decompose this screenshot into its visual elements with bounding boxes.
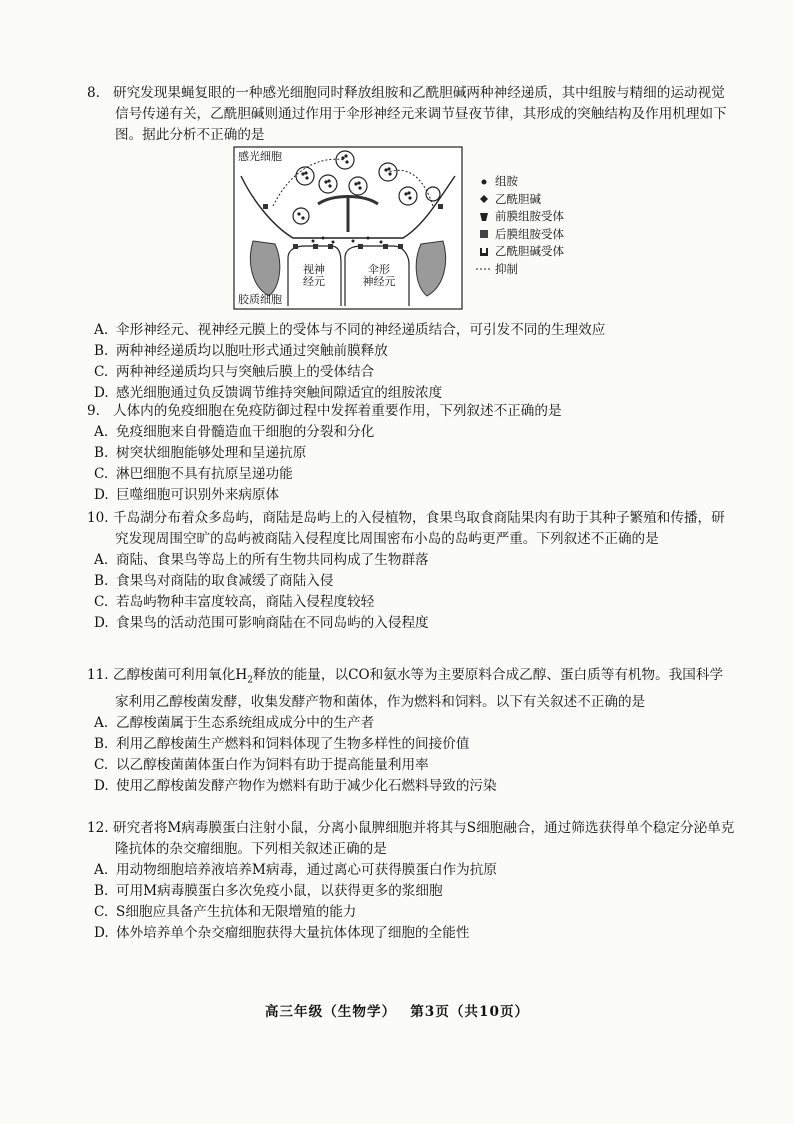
option-text: 乙醇梭菌属于生态系统组成成分中的生产者 <box>116 714 375 731</box>
question-text: 乙醇梭菌可利用氧化H <box>113 667 248 683</box>
ach-receptor-icon <box>475 247 493 257</box>
question-stem <box>0 401 794 422</box>
question-text: 人体内的免疫细胞在免疫防御过程中发挥着重要作用，下列叙述不正确的是 <box>113 403 562 419</box>
option-c <box>0 755 794 776</box>
option-label: B. <box>94 883 109 899</box>
option-text: 两种神经递质均只与突触后膜上的受体结合 <box>116 364 375 380</box>
question-12 <box>0 818 794 944</box>
option-text: 可用M病毒膜蛋白多次免疫小鼠，以获得更多的浆细胞 <box>116 883 443 899</box>
option-label: C. <box>94 466 109 482</box>
small-diamond-icon <box>475 195 493 203</box>
legend-item <box>475 191 564 209</box>
option-d <box>0 923 794 944</box>
option-label: B. <box>94 573 109 589</box>
legend-item <box>475 208 564 226</box>
option-b <box>0 571 794 592</box>
question-number: 8. <box>87 85 100 101</box>
option-label: B. <box>94 343 109 359</box>
option-text: 食果鸟对商陆的取食减缓了商陆入侵 <box>116 573 334 589</box>
question-stem <box>0 665 794 713</box>
option-text: 两种神经递质均以胞吐形式通过突触前膜释放 <box>116 343 388 359</box>
glia-label: 胶质细胞 <box>238 293 282 306</box>
legend-label: 后膜组胺受体 <box>495 226 564 241</box>
option-label: D. <box>94 925 109 941</box>
postsynaptic-receptor-icon <box>475 229 493 239</box>
option-text: 淋巴细胞不具有抗原呈递功能 <box>116 466 293 482</box>
option-b <box>0 443 794 464</box>
option-a <box>0 550 794 571</box>
option-text: 伞形神经元、视神经元膜上的受体与不同的神经递质结合，可引发不同的生理效应 <box>116 322 606 338</box>
legend-item <box>475 243 564 261</box>
legend-label: 抑制 <box>495 261 518 276</box>
option-text: 若岛屿物种丰富度较高，商陆入侵程度较轻 <box>116 594 375 610</box>
footer-grade: 高三年级（生物学） <box>264 1004 397 1020</box>
dotted-line-icon <box>475 266 493 272</box>
question-number: 9. <box>87 403 100 419</box>
question-text: 研究者将M病毒膜蛋白注射小鼠，分离小鼠脾细胞并将其与S细胞融合，通过筛选获得单个稳定分泌单克隆抗体的杂交瘤细胞。下列相关叙述正确的是 <box>113 820 735 857</box>
legend-item <box>475 261 564 279</box>
photoreceptor-label: 感光细胞 <box>238 150 282 163</box>
option-text: 食果鸟的活动范围可影响商陆在不同岛屿的入侵程度 <box>116 615 429 631</box>
question-11 <box>0 665 794 797</box>
option-label: A. <box>94 552 109 568</box>
option-c <box>0 592 794 613</box>
question-8 <box>0 83 794 146</box>
dot-icon <box>475 178 493 186</box>
option-label: B. <box>94 735 109 752</box>
legend-item <box>475 226 564 244</box>
option-c <box>0 902 794 923</box>
option-d <box>0 485 794 506</box>
option-c <box>0 362 794 383</box>
presynaptic-receptor-icon <box>475 212 493 222</box>
question-8-options <box>0 320 794 404</box>
option-a <box>0 320 794 341</box>
page-footer <box>0 1000 794 1020</box>
legend-item <box>475 173 564 191</box>
option-b <box>0 881 794 902</box>
question-10 <box>0 508 794 634</box>
question-9 <box>0 401 794 506</box>
option-label: C. <box>94 594 109 610</box>
option-d <box>0 613 794 634</box>
option-label: B. <box>94 445 109 461</box>
question-number: 11. <box>87 667 109 683</box>
option-text: 感光细胞通过负反馈调节维持突触间隙适宜的组胺浓度 <box>116 385 443 401</box>
legend-label: 乙酰胆碱受体 <box>495 244 564 258</box>
option-text: 免疫细胞来自骨髓造血干细胞的分裂和分化 <box>116 424 375 440</box>
question-number: 12. <box>87 820 109 836</box>
option-b <box>0 734 794 755</box>
option-label: A. <box>94 714 109 731</box>
option-text: 体外培养单个杂交瘤细胞获得大量抗体体现了细胞的全能性 <box>116 925 470 941</box>
synapse-diagram <box>233 146 463 310</box>
option-b <box>0 341 794 362</box>
footer-page-number: 第3页（共10页） <box>410 1004 530 1020</box>
question-text: 研究发现果蝇复眼的一种感光细胞同时释放组胺和乙酰胆碱两种神经递质，其中组胺与精细的运动视觉信号传递有关，乙酰胆碱则通过作用于伞形神经元来调节昼夜节律，其形成的突触结构及作用机理如下图。据此分析不正确的是 <box>113 85 727 143</box>
option-label: C. <box>94 364 109 380</box>
option-label: D. <box>94 615 109 631</box>
legend-label: 组胺 <box>495 174 518 188</box>
option-text: 以乙醇梭菌菌体蛋白作为饲料有助于提高能量利用率 <box>116 756 429 773</box>
question-text: 千岛湖分布着众多岛屿，商陆是岛屿上的入侵植物，食果鸟取食商陆果肉有助于其种子繁殖和传播，研究发现周围空旷的岛屿被商陆入侵程度比周围密布小岛的岛屿更严重。下列叙述不正确的是 <box>113 510 725 547</box>
legend-label: 前膜组胺受体 <box>495 209 564 223</box>
question-stem <box>0 83 794 146</box>
umbrella-neuron-label: 伞形 神经元 <box>362 263 396 288</box>
legend-label: 乙酰胆碱 <box>495 191 541 206</box>
option-d <box>0 776 794 797</box>
question-number: 10. <box>87 510 109 526</box>
diagram-legend <box>475 173 564 278</box>
option-text: 利用乙醇梭菌生产燃料和饲料体现了生物多样性的间接价值 <box>116 735 470 752</box>
option-label: A. <box>94 862 109 878</box>
option-label: D. <box>94 385 109 401</box>
option-text: 用动物细胞培养液培养M病毒，通过离心可获得膜蛋白作为抗原 <box>116 862 497 878</box>
question-stem <box>0 508 794 550</box>
option-label: D. <box>94 777 109 794</box>
option-text: 商陆、食果鸟等岛上的所有生物共同构成了生物群落 <box>116 552 429 568</box>
option-text: 使用乙醇梭菌发酵产物作为燃料有助于减少化石燃料导致的污染 <box>116 777 497 794</box>
option-text: 巨噬细胞可识别外来病原体 <box>116 487 280 503</box>
option-a <box>0 860 794 881</box>
option-c <box>0 464 794 485</box>
optic-neuron-label: 视神 经元 <box>303 263 325 288</box>
option-a <box>0 713 794 734</box>
option-text: 树突状细胞能够处理和呈递抗原 <box>116 445 307 461</box>
option-text: S细胞应具备产生抗体和无限增殖的能力 <box>116 904 357 920</box>
option-label: A. <box>94 424 109 440</box>
option-a <box>0 422 794 443</box>
subscript: 2 <box>247 675 253 686</box>
question-text-cont: 释放的能量，以CO和氨水等为主要原料合成乙醇、蛋白质等有机物。我国科学家利用乙醇梭菌发酵，收集发酵产物和菌体，作为燃料和饲料。以下有关叙述不正确的是 <box>115 667 724 710</box>
option-label: A. <box>94 322 109 338</box>
option-label: D. <box>94 487 109 503</box>
option-label: C. <box>94 756 109 773</box>
question-stem <box>0 818 794 860</box>
option-label: C. <box>94 904 109 920</box>
synapse-diagram-svg <box>233 146 463 310</box>
